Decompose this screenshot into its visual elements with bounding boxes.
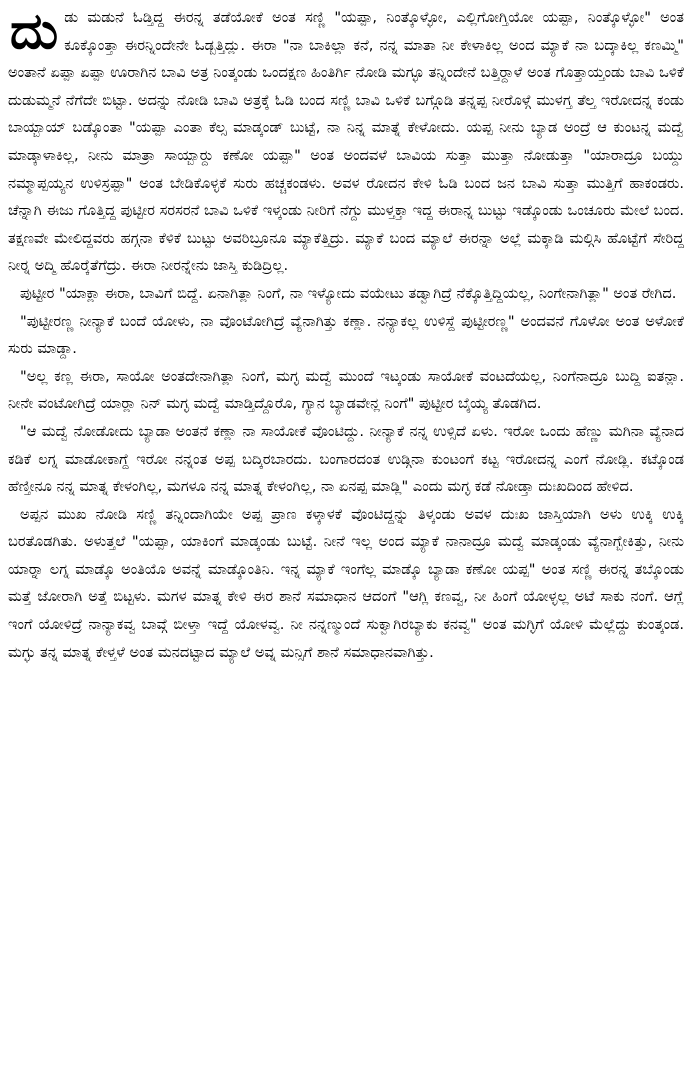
story-paragraph-2: ಪುಟ್ಟೀರ "ಯಾಕ್ಲಾ ಈರಾ, ಬಾವಿಗೆ ಬಿದ್ದೆ. ಏನಾಗಿತ್ಲಾ ನಿಂಗೆ, ನಾ ಇಳ್ಯೋದು ವಯೇಟು ತಡ್ವಾಗಿದ್ರೆ ನೆಕ್ಕೊತ್ತಿದ್ದಿಯಲ್ಲ, ನಿಂಗೇನಾಗಿತ್ಲಾ" ಅಂತ ರೇಗಿದ. xyxy=(20,284,677,302)
story-paragraph-1 xyxy=(8,4,684,280)
story-paragraph-5: "ಆ ಮದ್ವೆ ನೋಡೋದು ಬ್ಯಾಡಾ ಅಂತನೆ ಕಣ್ಲಾ ನಾ ಸಾಯೋಕೆ ವೊಂಟಿದ್ದು. ನೀನ್ಯಾಕೆ ನನ್ನ ಉಳ್ಸಿದೆ ಏಳು. ಇರೋ ಒಂದು ಹೆಣ್ಣು ಮಗಿನಾ ವ್ಯೆನಾದ ಕಡಿಕೆ ಲಗ್ನ ಮಾಡೋಕಾಗ್ದೆ ಇರೋ ನನ್ನಂತ ಅಪ್ಪ ಬದ್ಕಿರಬಾರದು. ಬಂಗಾರದಂತ ಉಡ್ಗಿನಾ ಕುಂಟಂಗೆ ಕಟ್ಟ ಇರೋದನ್ನ ಎಂಗೆ ನೋಡ್ಲಿ. ಕಟ್ಕೊಂಡ ಹೆಣ್ತೀನೂ ನನ್ನ ಮಾತ್ನ ಕೇಳಂಗಿಲ್ಲ, ಮಗಳೂ ನನ್ನ ಮಾತ್ನ ಕೇಳಂಗಿಲ್ಲ, ನಾ ಏನಪ್ಪ ಮಾಡ್ಲಿ" ಎಂದು ಮಗ್ಳ ಕಡೆ ನೋಡ್ತಾ ದುಃಖದಿಂದ ಹೇಳಿದ. xyxy=(8,422,684,496)
story-paragraph-3: "ಪುಟ್ಟೀರಣ್ಣ ನೀನ್ಯಾಕೆ ಬಂದೆ ಯೋಳು, ನಾ ವೊಂಟೋಗಿದ್ರೆ ವ್ಯೆನಾಗಿತ್ತು ಕಣ್ಲಾ. ನನ್ಯಾಕಲ್ಲ ಉಳಿಸ್ದೆ ಪುಟ್ಟೀರಣ್ಣ" ಅಂದವನೆ ಗೊಳೋ ಅಂತ ಅಳೋಕೆ ಸುರು ಮಾಡ್ದಾ. xyxy=(8,312,684,358)
story-paragraph-6: ಅಪ್ಪನ ಮುಖ ನೋಡಿ ಸಣ್ಣಿ ತನ್ನಿಂದಾಗಿಯೇ ಅಪ್ಪ ಪ್ರಾಣ ಕಳ್ಕಾಳಕೆ ವೊಂಟಿದ್ದನ್ನು ತಿಳ್ಕಂಡು ಅವಳ ದುಃಖ ಜಾಸ್ತಿಯಾಗಿ ಅಳು ಉಕ್ಕಿ ಉಕ್ಕಿ ಬರತೊಡಗಿತು. ಅಳುತ್ತಲೆ "ಯಪ್ಪಾ, ಯಾಕಿಂಗೆ ಮಾಡ್ಕಂಡು ಬುಟ್ಟೆ. ನೀನೆ ಇಲ್ಲ ಅಂದ ಮ್ಯಾಕೆ ನಾನಾದ್ರೂ ಮದ್ವೆ ಮಾಡ್ಕಂಡು ವ್ಯೆನಾಗ್ಬೇಕಿತ್ತು, ನೀನು ಯಾರ್‍ನಾ ಲಗ್ನ ಮಾಡ್ಕೊ ಅಂತಿಯೊ ಅವನ್ನೆ ಮಾಡ್ಕೊಂತಿನಿ. ಇನ್ನ ಮ್ಯಾಕೆ ಇಂಗೆಲ್ಲ ಮಾಡ್ಕೊ ಬ್ಯಾಡಾ ಕಣೋ ಯಪ್ಪ" ಅಂತ ಸಣ್ಣಿ ಈರನ್ನ ತಬ್ಕೊಂಡು ಮತ್ತೆ ಜೋರಾಗಿ ಅತ್ತೆ ಬಿಟ್ಟಳು. ಮಗಳ ಮಾತ್ನ ಕೇಳಿ ಈರ ಶಾನೆ ಸಮಾಧಾನ ಆದಂಗೆ "ಆಗ್ಲಿ ಕಣವ್ವ, ನೀ ಹಿಂಗೆ ಯೋಳ್ಳಲ್ಲ ಅಟೆ ಸಾಕು ನಂಗೆ. ಆಗ್ಲೆ ಇಂಗೆ ಯೋಳಿದ್ರೆ ನಾನ್ಯಾಕವ್ವ ಬಾವ್ಗೆ ಬೀಳ್ತಾ ಇದ್ದೆ ಯೋಳವ್ವ. ನೀ ನನ್ನಣ್ಮುಂದೆ ಸುಕ್ವಾಗಿರಬ್ಯಾಕು ಕನವ್ವ" ಅಂತ ಮಗ್ಳಿಗೆ ಯೋಳಿ ಮೆಲ್ಲೆದ್ದು ಕುಂತ್ಕಂಡ. ಮಗ್ಳು ತನ್ನ ಮಾತ್ನ ಕೇಳ್ತಳೆ ಅಂತ ಮನದಟ್ಟಾದ ಮ್ಯಾಲೆ ಅವ್ನ ಮನ್ಸಿಗೆ ಶಾನೆ ಸಮಾಧಾನವಾಗಿತ್ತು. xyxy=(8,505,684,661)
story-paragraph-4: "ಅಲ್ಲ ಕಣ್ಲ ಈರಾ, ಸಾಯೋ ಅಂತದೇನಾಗಿತ್ಲಾ ನಿಂಗೆ, ಮಗ್ಳ ಮದ್ವೆ ಮುಂದೆ ಇಟ್ಕಂಡು ಸಾಯೋಕೆ ವಂಟದೆಯಲ್ಲ, ನಿಂಗೆನಾದ್ರೂ ಬುದ್ದಿ ಐತನ್ಲಾ. ನೀನೇ ವಂಟೋಗಿದ್ರೆ ಯಾರ್‍ಲಾ ನಿನ್ ಮಗ್ಳ ಮದ್ವೆ ಮಾಡ್ತಿದ್ದೊರೊ, ಗ್ಯಾನ ಬ್ಯಾಡವೇನ್ಲ ನಿಂಗೆ" ಪುಟ್ಟೀರ ಬೈಯ್ಯ ತೊಡಗಿದ. xyxy=(8,367,684,413)
drop-cap: ದು xyxy=(10,2,59,60)
paragraph-1-text: ಡು ಮಡುನೆ ಓಡ್ತಿದ್ದ ಈರನ್ನ ತಡೆಯೋಕೆ ಅಂತ ಸಣ್ಣಿ "ಯಪ್ಪಾ, ನಿಂತ್ಕೊಳ್ಳೋ, ಎಲ್ಲಿಗೋಗ್ತಿಯೋ ಯಪ್ಪಾ, ನಿಂತ್ಕೊಳ್ಳೋ" ಅಂತ ಕೂಕ್ಕೊಂತ್ತಾ ಈರನ್ನಿಂದೇನೇ ಓಡ್ಬತ್ತಿದ್ಲು. ಈರಾ "ನಾ ಬಾಕಿಲ್ಲಾ ಕನೆ, ನನ್ನ ಮಾತಾ ನೀ ಕೇಳಾಕಿಲ್ಲ ಅಂದ ಮ್ಯಾಕೆ ನಾ ಬದ್ಕಾಕಿಲ್ಲ ಕಣಮ್ಮಿ" ಅಂತಾನೆ ಏಪ್ಪಾ ಏಪ್ಪಾ ಊರಾಗಿನ ಬಾವಿ ಅತ್ರ ನಿಂತ್ಕಂಡು ಒಂದಕ್ಷಣ ಹಿಂತಿರ್ಗಿ ನೋಡಿ ಮಗ್ಳೂ ತನ್ನಿಂದೇನೆ ಬತ್ತಿರ್‍ದಾಳೆ ಅಂತ ಗೊತ್ತಾಯ್ತಂಡು ಬಾವಿ ಒಳಿಕೆ ದುಡುಮ್ಮನೆ ನೆಗೆದೇ ಬಿಟ್ಟಾ. ಅದನ್ನು ನೋಡಿ ಬಾವಿ ಅತ್ರಕ್ಕೆ ಓಡಿ ಬಂದ ಸಣ್ಣಿ ಬಾವಿ ಒಳಿಕೆ ಬಗ್ಗೊಡಿ ತನ್ನಪ್ಪ ನೀರೊಳ್ಗೆ ಮುಳಗ್ತ ತೆಲ್ತ ಇರೋದನ್ನ ಕಂಡು ಬಾಯ್ಬಾಯ್ ಬಡ್ಕೊಂತಾ "ಯಪ್ಪಾ ಎಂತಾ ಕೆಲ್ಸ ಮಾಡ್ಕಂಡ್ ಬುಟ್ಟೆ, ನಾ ನಿನ್ನ ಮಾತ್ನೆ ಕೇಳೋದು. ಯಪ್ಪ ನೀನು ಬ್ಯಾಡ ಅಂದ್ರೆ ಆ ಕುಂಟನ್ನ ಮದ್ವೆ ಮಾಡ್ಕಾಳಾಕಿಲ್ಲ, ನೀನು ಮಾತ್ರಾ ಸಾಯ್ಬಾರ್‍ದು ಕಣೋ ಯಪ್ಪಾ" ಅಂತ ಅಂದವಳೆ ಬಾವಿಯ ಸುತ್ತಾ ಮುತ್ತಾ ನೋಡುತ್ತಾ "ಯಾರಾದ್ರೂ ಬಯ್ದು ನಮ್ಮಾಪ್ಪಯ್ಯನ ಉಳಿಸ್ರಪ್ಪಾ" ಅಂತ ಬೇಡಿಕೊಳ್ಳಕೆ ಸುರು ಹಚ್ಚಕಂಡಳು. ಅವಳ ರೋದನ ಕೇಳಿ ಓಡಿ ಬಂದ ಜನ ಬಾವಿ ಸುತ್ತಾ ಮುತ್ತಿಗೆ ಹಾಕಂಡರು. ಚೆನ್ನಾಗಿ ಈಜು ಗೊತ್ತಿದ್ದ ಪುಟ್ಟೀರ ಸರಸರನೆ ಬಾವಿ ಒಳಿಕೆ ಇಳ್ಕಂಡು ನೀರಿಗೆ ನೆಗ್ದು ಮುಳ್ತಕ್ತಾ ಇದ್ದ ಈರಾನ್ನ ಬುಟ್ಟು ಇಡ್ಕೊಂಡು ಒಂಚೂರು ಮೇಲೆ ಬಂದ. ತಕ್ಷಣವೇ ಮೇಲಿದ್ದವರು ಹಗ್ಗನಾ ಕೆಳಿಕೆ ಬುಟ್ಟು ಅವರಿಬ್ರೂನೂ ಮ್ಯಾಕೆತ್ತಿದ್ರು. ಮ್ಯಾಕೆ ಬಂದ ಮ್ಯಾಲೆ ಈರನ್ನಾ ಅಲ್ಲೆ ಮಕ್ಕಾಡಿ ಮಲ್ಗಿಸಿ ಹೊಟ್ಟೆಗೆ ಸೇರಿದ್ದ ನೀರ್‍ನ ಅದ್ಮಿ ಹೊರ್‍ಕೆತೆಗೆದ್ರು. ಈರಾ ನೀರನ್ನೇನು ಜಾಸ್ತಿ ಕುಡಿದ್ರಿಲ್ಲ. xyxy=(8,9,684,275)
